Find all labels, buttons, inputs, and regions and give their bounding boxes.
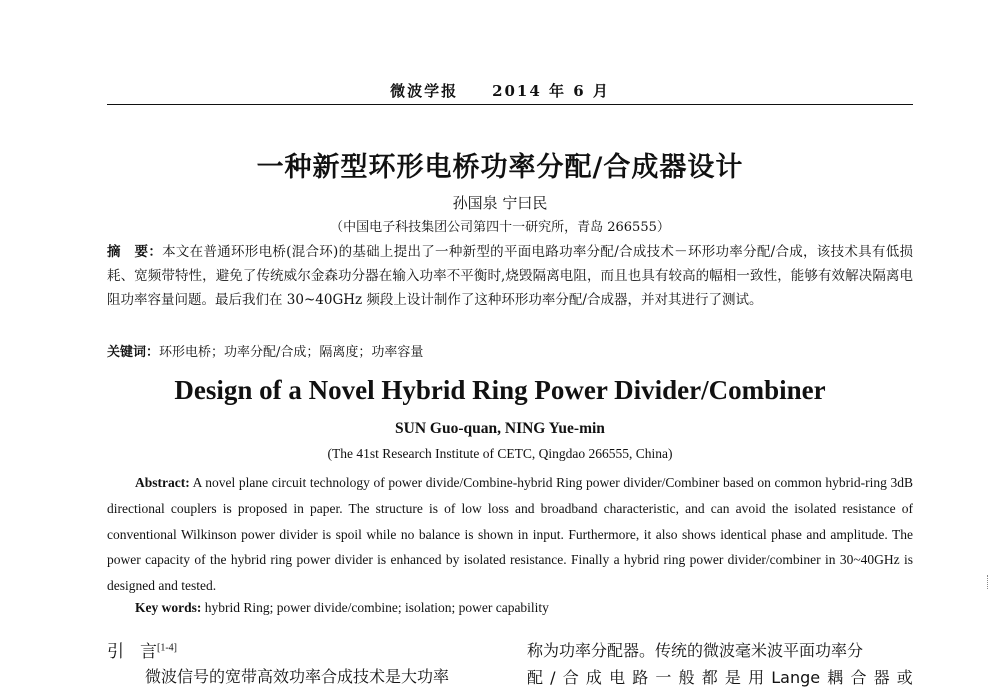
body-right-word: 器 <box>873 668 890 687</box>
cn-title: 一种新型环形电桥功率分配/合成器设计 <box>256 152 744 183</box>
cn-affiliation: （中国电子科技集团公司第四十一研究所，青岛 266555） <box>330 220 670 235</box>
body-right-word: 合 <box>562 668 579 687</box>
cn-keywords <box>107 341 913 360</box>
en-keywords-text: hybrid Ring; power divide/combine; isolation; power capability <box>201 600 549 615</box>
body-right-line-2 <box>527 664 913 691</box>
body-right-word: 耦 <box>827 668 844 687</box>
body-right-line-1: 称为功率分配器。传统的微波毫米波平面功率分 <box>527 641 864 660</box>
header-rule <box>107 104 913 105</box>
page-edge-mark <box>987 575 992 589</box>
en-title: Design of a Novel Hybrid Ring Power Divider/Combiner <box>174 375 826 405</box>
body-right-word: / <box>550 668 556 687</box>
section-heading-char-2: 言 <box>140 642 157 662</box>
body-right-word: 用 <box>748 668 765 687</box>
cn-abstract-text: 本文在普通环形电桥(混合环)的基础上提出了一种新型的平面电路功率分配/合成技术－环形功率分配/合成，该技术具有低损耗、宽频带特性，避免了传统威尔金森功分器在输入功率不平衡时,烧毁隔离电阻，而且也具有较高的幅相一致性，能够有效解决隔离电阻功率容量问题。最后我们在 30~40GHz 频段上设计制作了这种环形功率分配/合成器，并对其进行了测试。 <box>107 244 913 309</box>
body-right-word: 般 <box>678 668 695 687</box>
section-heading-introduction <box>107 637 177 662</box>
section-heading-char-1: 引 <box>107 642 124 662</box>
en-authors: SUN Guo-quan, NING Yue-min <box>395 420 605 437</box>
section-reference: [1-4] <box>157 642 177 654</box>
body-left-line: 微波信号的宽带高效功率合成技术是大功率 <box>145 667 450 686</box>
body-right-word: 是 <box>724 668 741 687</box>
body-right-word: 合 <box>850 668 867 687</box>
body-right-word: 一 <box>655 668 672 687</box>
body-right-column <box>527 637 913 691</box>
en-abstract <box>107 470 913 599</box>
cn-keywords-label: 关键词： <box>107 345 160 360</box>
en-keywords-label: Key words: <box>135 600 202 615</box>
running-header: 微波学报 2014 年 6 月 <box>390 82 610 100</box>
body-right-word: 成 <box>585 668 602 687</box>
body-right-word: 路 <box>632 668 649 687</box>
cn-abstract-label: 摘 要： <box>107 244 163 260</box>
body-right-word: 或 <box>896 668 913 687</box>
cn-abstract <box>107 240 913 313</box>
en-keywords <box>135 600 913 616</box>
en-abstract-text: A novel plane circuit technology of power divide/Combine-hybrid Ring power divider/Combiner based on common hybrid-ring 3dB directional couplers is proposed in paper. The structure is of low loss and broadband characteristic, and can avoid the isolated resistance of conventional Wilkinson power divider is spoil while no balance is shown in input. Furthermore, it also shows identical phase and amplitude. The power capacity of the hybrid ring power divider is enhanced by isolated resistance. Finally a hybrid ring power divider/combiner in 30~40GHz is designed and tested. <box>107 475 913 594</box>
body-right-word: Lange <box>771 668 821 687</box>
cn-keywords-text: 环形电桥；功率分配/合成；隔离度；功率容量 <box>159 345 424 360</box>
cn-authors: 孙国泉 宁曰民 <box>452 194 548 212</box>
en-affiliation: (The 41st Research Institute of CETC, Qingdao 266555, China) <box>327 446 673 461</box>
en-abstract-label: Abstract: <box>135 475 190 490</box>
body-right-word: 都 <box>701 668 718 687</box>
body-right-word: 配 <box>527 668 544 687</box>
body-right-word: 电 <box>609 668 626 687</box>
